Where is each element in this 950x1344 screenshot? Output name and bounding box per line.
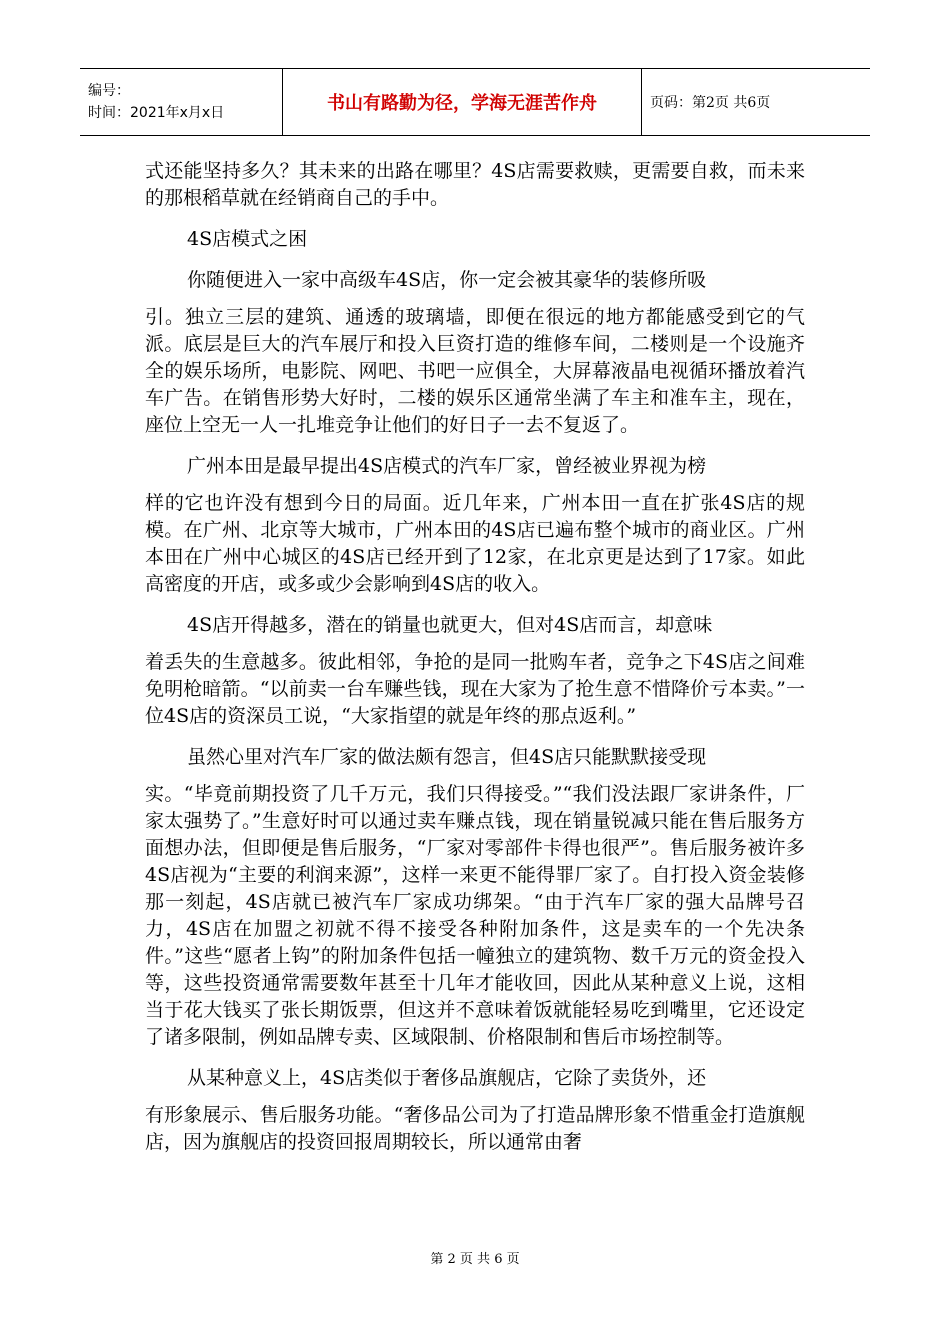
document-body [145,158,805,1156]
paragraph-2-first-line: 广州本田是最早提出4S店模式的汽车厂家，曾经被业界视为榜 [187,455,707,477]
paragraph-4-first-line: 虽然心里对汽车厂家的做法颇有怨言，但4S店只能默默接受现 [187,746,707,768]
paragraph-2 [145,453,805,598]
motto: 书山有路勤为径，学海无涯苦作舟 [283,69,642,136]
time-label: 时间：2021年x月x日 [88,105,225,121]
intro-paragraph: 式还能坚持多久？其未来的出路在哪里？4S店需要救赎，更需要自救，而未来的那根稻草就在经销商自己的手中。 [145,160,805,209]
header-table [80,68,870,136]
paragraph-5 [145,1065,805,1156]
number-label: 编号： [88,83,130,99]
paragraph-1 [145,267,805,439]
paragraph-2-rest: 样的它也许没有想到今日的局面。近几年来，广州本田一直在扩张4S店的规模。在广州、北京等大城市，广州本田的4S店已遍布整个城市的商业区。广州本田在广州中心城区的4S店已经开到了12家，在北京更是达到了17家。如此高密度的开店，或多或少会影响到4S店的收入。 [145,492,805,595]
paragraph-1-first-line: 你随便进入一家中高级车4S店，你一定会被其豪华的装修所吸 [187,269,707,291]
page-footer: 第 2 页 共 6 页 [430,1252,520,1267]
paragraph-3-rest: 着丢失的生意越多。彼此相邻，争抢的是同一批购车者，竞争之下4S店之间难免明枪暗箭。“以前卖一台车赚些钱，现在大家为了抢生意不惜降价亏本卖。”一位4S店的资深员工说，“大家指望的就是年终的那点返利。” [145,651,805,727]
paragraph-5-first-line: 从某种意义上，4S店类似于奢侈品旗舰店，它除了卖货外，还 [187,1067,707,1089]
paragraph-5-rest: 有形象展示、售后服务功能。“奢侈品公司为了打造品牌形象不惜重金打造旗舰店，因为旗舰店的投资回报周期较长，所以通常由奢 [145,1104,805,1153]
paragraph-3 [145,612,805,730]
section-heading: 4S店模式之困 [187,228,308,250]
page-label: 页码：第2页 共6页 [642,69,871,136]
paragraph-4-rest: 实。“毕竟前期投资了几千万元，我们只得接受。”“我们没法跟厂家讲条件，厂家太强势了。”生意好时可以通过卖车赚点钱，现在销量锐减只能在售后服务方面想办法，但即便是售后服务，“厂家对零部件卡得也很严”。售后服务被许多4S店视为“主要的利润来源”，这样一来更不能得罪厂家了。自打投入资金装修那一刻起，4S店就已被汽车厂家成功绑架。“由于汽车厂家的强大品牌号召力，4S店在加盟之初就不得不接受各种附加条件，这是卖车的一个先决条件。”这些“愿者上钩”的附加条件包括一幢独立的建筑物、数千万元的资金投入等，这些投资通常需要数年甚至十几年才能收回，因此从某种意义上说，这相当于花大钱买了张长期饭票，但这并不意味着饭就能轻易吃到嘴里，它还设定了诸多限制，例如品牌专卖、区域限制、价格限制和售后市场控制等。 [145,783,805,1048]
paragraph-1-rest: 引。独立三层的建筑、通透的玻璃墙，即便在很远的地方都能感受到它的气派。底层是巨大的汽车展厅和投入巨资打造的维修车间，二楼则是一个设施齐全的娱乐场所，电影院、网吧、书吧一应俱全，大屏幕液晶电视循环播放着汽车广告。在销售形势大好时，二楼的娱乐区通常坐满了车主和准车主，现在，座位上空无一人一扎堆竞争让他们的好日子一去不复返了。 [145,306,805,436]
paragraph-3-first-line: 4S店开得越多，潜在的销量也就更大，但对4S店而言，却意味 [187,614,713,636]
paragraph-4 [145,744,805,1051]
header-meta-cell [80,69,283,136]
